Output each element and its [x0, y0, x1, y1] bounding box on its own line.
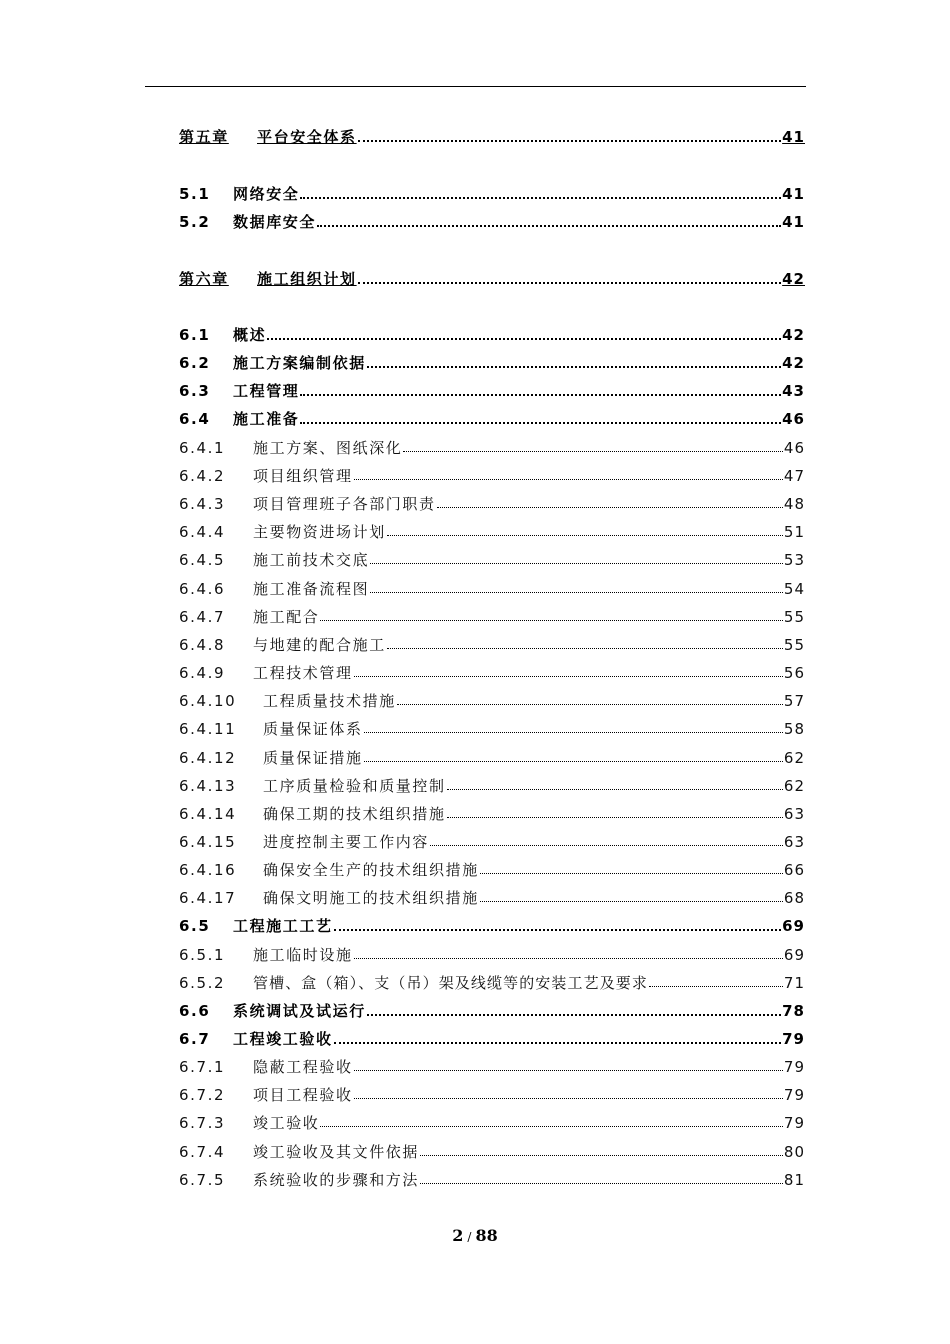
toc-entry-number: 6.5.1 — [179, 946, 226, 964]
toc-entry-number: 6.4.4 — [179, 523, 226, 541]
toc-entry[interactable] — [179, 632, 805, 654]
toc-entry-title: 施工配合 — [253, 608, 320, 626]
toc-leader — [480, 901, 783, 902]
toc-entry-number: 第六章 — [179, 270, 229, 288]
toc-entry-page: 41 — [782, 128, 805, 146]
toc-entry-page: 46 — [783, 439, 805, 457]
toc-entry[interactable] — [179, 1026, 805, 1048]
toc-entry[interactable] — [179, 998, 805, 1020]
toc-leader — [334, 1042, 782, 1044]
toc-leader — [367, 1014, 781, 1016]
toc-entry-page: 56 — [783, 664, 805, 682]
toc-entry-page: 63 — [783, 805, 805, 823]
toc-entry-number: 6.7 — [179, 1030, 211, 1048]
toc-entry[interactable] — [179, 970, 805, 992]
toc-entry-page: 57 — [783, 692, 805, 710]
toc-entry-number: 6.7.1 — [179, 1058, 226, 1076]
toc-entry-number: 6.4 — [179, 410, 211, 428]
toc-entry-number: 5.2 — [179, 213, 211, 231]
toc-leader — [397, 704, 783, 705]
toc-entry-title: 确保工期的技术组织措施 — [263, 805, 446, 823]
toc-entry-page: 58 — [783, 720, 805, 738]
toc-entry-page: 78 — [782, 1002, 805, 1020]
toc-entry-number: 6.4.8 — [179, 636, 226, 654]
toc-entry-page: 68 — [783, 889, 805, 907]
toc-entry-number: 6.7.3 — [179, 1114, 226, 1132]
toc-entry[interactable] — [179, 350, 805, 372]
toc-entry[interactable] — [179, 209, 805, 231]
toc-entry-number: 6.4.13 — [179, 777, 237, 795]
toc-entry-page: 47 — [783, 467, 805, 485]
toc-entry-page: 79 — [783, 1086, 805, 1104]
toc-entry-page: 79 — [783, 1114, 805, 1132]
toc-entry-number: 6.4.3 — [179, 495, 226, 513]
toc-entry[interactable] — [179, 660, 805, 682]
toc-entry-number: 6.6 — [179, 1002, 211, 1020]
toc-entry-title: 确保文明施工的技术组织措施 — [263, 889, 479, 907]
toc-entry-number: 6.4.12 — [179, 749, 237, 767]
toc-entry-page: 42 — [782, 270, 805, 288]
toc-entry-title: 质量保证措施 — [263, 749, 363, 767]
toc-leader — [354, 676, 783, 677]
toc-entry-title: 隐蔽工程验收 — [253, 1058, 353, 1076]
toc-entry-title: 与地建的配合施工 — [253, 636, 386, 654]
toc-entry-number: 6.4.11 — [179, 720, 237, 738]
toc-entry[interactable] — [179, 181, 805, 203]
toc-entry[interactable] — [179, 322, 805, 344]
toc-entry-page: 48 — [783, 495, 805, 513]
current-page: 2 — [452, 1226, 464, 1245]
toc-entry-number: 6.4.2 — [179, 467, 226, 485]
toc-entry[interactable] — [179, 913, 805, 935]
toc-entry-page: 54 — [783, 580, 805, 598]
toc-entry-number: 6.4.17 — [179, 889, 237, 907]
toc-entry[interactable] — [179, 547, 805, 569]
toc-entry-title: 工程管理 — [233, 382, 300, 400]
toc-entry-page: 51 — [783, 523, 805, 541]
toc-entry-number: 第五章 — [179, 128, 229, 146]
toc-leader — [420, 1155, 783, 1156]
toc-leader — [354, 1098, 783, 1099]
toc-entry-number: 6.4.5 — [179, 551, 226, 569]
toc-entry-number: 6.7.5 — [179, 1171, 226, 1189]
toc-leader — [430, 845, 783, 846]
toc-entry-title: 主要物资进场计划 — [253, 523, 386, 541]
toc-entry-title: 网络安全 — [233, 185, 300, 203]
toc-entry[interactable] — [179, 124, 805, 146]
toc-leader — [387, 535, 783, 536]
toc-entry-page: 80 — [783, 1143, 805, 1161]
toc-entry-page: 79 — [783, 1058, 805, 1076]
toc-entry-title: 概述 — [233, 326, 267, 344]
toc-entry[interactable] — [179, 463, 805, 485]
toc-entry-number: 6.4.7 — [179, 608, 226, 626]
toc-leader — [354, 1070, 783, 1071]
toc-entry-page: 43 — [782, 382, 805, 400]
toc-leader — [354, 958, 783, 959]
toc-entry-page: 55 — [783, 636, 805, 654]
toc-entry-title: 数据库安全 — [233, 213, 317, 231]
toc-entry[interactable] — [179, 1054, 805, 1076]
toc-entry-page: 53 — [783, 551, 805, 569]
toc-leader — [354, 479, 783, 480]
toc-leader — [300, 394, 781, 396]
toc-entry-page: 66 — [783, 861, 805, 879]
page-separator: / — [467, 1230, 472, 1244]
toc-entry-number: 6.1 — [179, 326, 211, 344]
toc-entry-title: 工程施工工艺 — [233, 917, 333, 935]
toc-entry-page: 55 — [783, 608, 805, 626]
toc-entry-title: 系统调试及试运行 — [233, 1002, 366, 1020]
toc-leader — [267, 338, 781, 340]
toc-entry-title: 施工临时设施 — [253, 946, 353, 964]
toc-entry-number: 6.4.10 — [179, 692, 237, 710]
toc-entry-number: 6.7.2 — [179, 1086, 226, 1104]
toc-entry-title: 施工准备 — [233, 410, 300, 428]
toc-entry-title: 平台安全体系 — [257, 128, 357, 146]
toc-leader — [370, 592, 783, 593]
toc-entry-title: 施工准备流程图 — [253, 580, 370, 598]
toc-entry-page: 63 — [783, 833, 805, 851]
toc-entry-title: 施工方案、图纸深化 — [253, 439, 403, 457]
toc-entry-title: 管槽、盒（箱）、支（吊）架及线缆等的安装工艺及要求 — [253, 974, 649, 992]
toc-leader — [358, 140, 782, 142]
toc-entry[interactable] — [179, 716, 805, 738]
toc-leader — [364, 732, 783, 733]
toc-leader — [334, 929, 782, 931]
toc-entry[interactable] — [179, 829, 805, 851]
toc-leader — [367, 366, 781, 368]
toc-leader — [649, 986, 783, 987]
toc-entry-number: 6.4.6 — [179, 580, 226, 598]
page-number-footer — [0, 1226, 950, 1245]
toc-entry-number: 6.7.4 — [179, 1143, 226, 1161]
toc-entry[interactable] — [179, 1110, 805, 1132]
toc-entry-title: 工序质量检验和质量控制 — [263, 777, 446, 795]
toc-leader — [447, 817, 783, 818]
toc-entry-page: 62 — [783, 749, 805, 767]
toc-entry[interactable] — [179, 435, 805, 457]
toc-entry[interactable] — [179, 604, 805, 626]
toc-entry-page: 62 — [783, 777, 805, 795]
toc-entry-title: 竣工验收及其文件依据 — [253, 1143, 420, 1161]
toc-entry-title: 施工前技术交底 — [253, 551, 370, 569]
toc-entry-page: 46 — [782, 410, 805, 428]
toc-entry-number: 6.3 — [179, 382, 211, 400]
toc-entry-number: 6.4.15 — [179, 833, 237, 851]
toc-entry[interactable] — [179, 406, 805, 428]
toc-entry-page: 79 — [782, 1030, 805, 1048]
toc-leader — [317, 225, 781, 227]
toc-entry-number: 6.4.1 — [179, 439, 226, 457]
toc-entry-page: 42 — [782, 326, 805, 344]
toc-entry-number: 6.4.14 — [179, 805, 237, 823]
toc-entry-page: 42 — [782, 354, 805, 372]
toc-entry[interactable] — [179, 491, 805, 513]
toc-entry-number: 6.5.2 — [179, 974, 226, 992]
toc-entry-title: 质量保证体系 — [263, 720, 363, 738]
toc-entry[interactable] — [179, 942, 805, 964]
toc-entry-title: 项目组织管理 — [253, 467, 353, 485]
toc-leader — [300, 197, 781, 199]
toc-entry-number: 6.5 — [179, 917, 211, 935]
toc-entry-title: 系统验收的步骤和方法 — [253, 1171, 420, 1189]
toc-entry-page: 71 — [783, 974, 805, 992]
toc-entry-page: 81 — [783, 1171, 805, 1189]
toc-entry-number: 5.1 — [179, 185, 211, 203]
toc-leader — [447, 789, 783, 790]
toc-entry-number: 6.2 — [179, 354, 211, 372]
toc-entry-title: 项目工程验收 — [253, 1086, 353, 1104]
toc-entry[interactable] — [179, 857, 805, 879]
toc-entry[interactable] — [179, 576, 805, 598]
toc-entry[interactable] — [179, 1082, 805, 1104]
toc-entry-title: 施工方案编制依据 — [233, 354, 366, 372]
toc-entry-title: 工程技术管理 — [253, 664, 353, 682]
toc-entry[interactable] — [179, 266, 805, 288]
toc-entry[interactable] — [179, 688, 805, 710]
header-rule — [145, 86, 806, 87]
toc-leader — [437, 507, 783, 508]
toc-leader — [364, 761, 783, 762]
toc-entry-page: 69 — [783, 946, 805, 964]
toc-entry[interactable] — [179, 885, 805, 907]
toc-leader — [420, 1183, 783, 1184]
toc-entry-title: 施工组织计划 — [257, 270, 357, 288]
toc-entry[interactable] — [179, 1139, 805, 1161]
toc-leader — [300, 422, 781, 424]
toc-entry-page: 41 — [782, 185, 805, 203]
toc-entry-title: 项目管理班子各部门职责 — [253, 495, 436, 513]
toc-leader — [320, 620, 783, 621]
toc-leader — [403, 451, 783, 452]
toc-leader — [358, 282, 782, 284]
toc-entry[interactable] — [179, 773, 805, 795]
toc-entry[interactable] — [179, 519, 805, 541]
toc-entry-title: 竣工验收 — [253, 1114, 320, 1132]
toc-entry-title: 进度控制主要工作内容 — [263, 833, 430, 851]
toc-entry-title: 工程质量技术措施 — [263, 692, 396, 710]
toc-entry[interactable] — [179, 378, 805, 400]
toc-leader — [370, 563, 783, 564]
toc-entry[interactable] — [179, 801, 805, 823]
toc-leader — [320, 1126, 783, 1127]
toc-entry-title: 工程竣工验收 — [233, 1030, 333, 1048]
toc-leader — [480, 873, 783, 874]
toc-entry-number: 6.4.16 — [179, 861, 237, 879]
total-pages: 88 — [475, 1226, 498, 1245]
toc-leader — [387, 648, 783, 649]
toc-entry-title: 确保安全生产的技术组织措施 — [263, 861, 479, 879]
toc-entry-number: 6.4.9 — [179, 664, 226, 682]
toc-entry-page: 41 — [782, 213, 805, 231]
toc-entry[interactable] — [179, 1167, 805, 1189]
toc-entry[interactable] — [179, 745, 805, 767]
toc-entry-page: 69 — [782, 917, 805, 935]
